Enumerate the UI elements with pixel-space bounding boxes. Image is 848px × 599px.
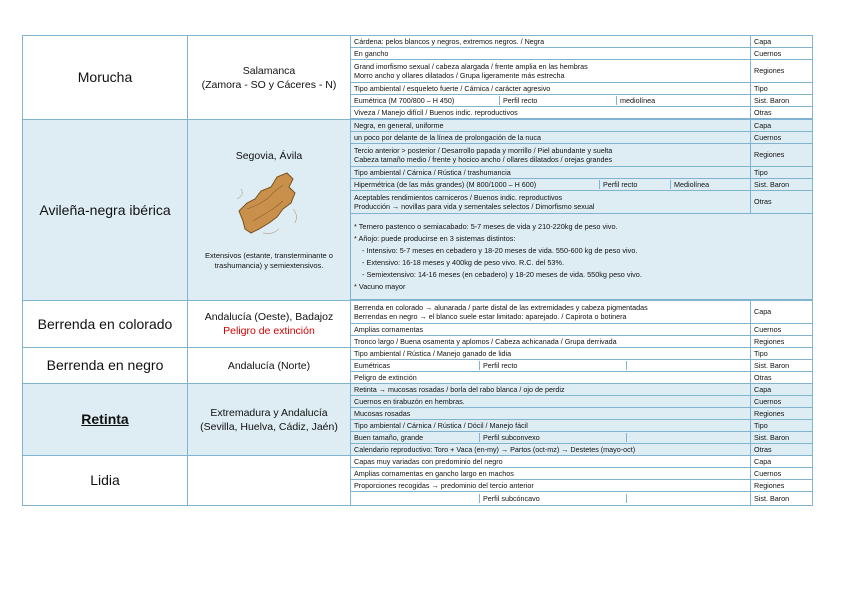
trait-subcell: Perfil recto <box>603 180 671 189</box>
trait-subcell: Eumétricas <box>354 361 480 370</box>
trait-subcell: Perfil recto <box>503 96 617 105</box>
region-line: (Zamora - SO y Cáceres - N) <box>201 78 337 91</box>
trait-cell: un poco por delante de la línea de prolongación de la nuca <box>351 132 751 144</box>
trait-line: Berrenda en colorado → alunarada / parte distal de las extremidades y cabeza pigmentadas <box>354 302 648 312</box>
category-label: Regiones <box>751 336 813 348</box>
table-row <box>23 120 813 132</box>
trait-cell: Tipo ambiental / Cárnica / Rústica / trashumancia <box>351 167 751 179</box>
trait-cell: Amplias cornamentas <box>351 324 751 336</box>
breed-region-berrenda-colorado <box>188 301 351 348</box>
trait-subcell: Perfil subcóncavo <box>483 494 627 503</box>
category-label: Sist. Baron <box>751 179 813 191</box>
trait-line: Grand imorfismo sexual / cabeza alargada / frente amplia en las hembras <box>354 61 588 71</box>
breed-name-berrenda-colorado: Berrenda en colorado <box>23 301 188 348</box>
breed-name-text: Retinta <box>81 411 129 427</box>
trait-subcell: Eumétrica (M 700/800 – H 450) <box>354 96 500 105</box>
note-line: - Semiextensivo: 14-16 meses (en cebadero) y 18-20 meses de vida. 550kg peso vivo. <box>362 269 642 279</box>
table-row <box>23 36 813 48</box>
category-label: Cuernos <box>751 132 813 144</box>
trait-subcell: mediolínea <box>620 95 656 105</box>
trait-line: Aceptables rendimientos carniceros / Buenos indic. reproductivos <box>354 192 563 202</box>
breed-name-avilena: Avileña-negra ibérica <box>23 120 188 301</box>
trait-subcell: Perfil recto <box>483 361 627 370</box>
trait-cell <box>351 432 751 444</box>
category-label: Regiones <box>751 144 813 167</box>
category-label: Sist. Baron <box>751 360 813 372</box>
trait-cell: Calendario reproductivo: Toro + Vaca (en-my) → Partos (oct-mz) → Destetes (mayo-oct) <box>351 444 751 456</box>
trait-subcell: Hipermétrica (de las más grandes) (M 800/1000 – H 600) <box>354 180 600 189</box>
breed-name-retinta <box>23 384 188 456</box>
production-notes <box>351 214 813 300</box>
breed-region-avilena <box>188 120 351 301</box>
trait-cell <box>351 191 751 214</box>
category-label: Tipo <box>751 83 813 95</box>
category-label: Tipo <box>751 348 813 360</box>
trait-cell <box>351 179 751 191</box>
trait-cell: Cárdena: pelos blancos y negros, extremos negros. / Negra <box>351 36 751 48</box>
trait-line: Producción → novillas para vida y sementales selectos / Dimorfismo sexual <box>354 202 595 211</box>
trait-cell: Mucosas rosadas <box>351 408 751 420</box>
trait-cell: Cuernos en tirabuzón en hembras. <box>351 396 751 408</box>
breed-name-berrenda-negro: Berrenda en negro <box>23 348 188 384</box>
trait-cell: Tipo ambiental / Cárnica / Rústica / Dócil / Manejo fácil <box>351 420 751 432</box>
trait-subcell <box>630 494 633 503</box>
region-line: Segovia, Ávila <box>235 150 303 162</box>
breed-region-retinta <box>188 384 351 456</box>
category-label: Regiones <box>751 408 813 420</box>
trait-cell <box>351 301 751 324</box>
note-line: - Extensivo: 16-18 meses y 400kg de peso vivo. R.C. del 53%. <box>362 257 564 267</box>
trait-cell: Tronco largo / Buena osamenta y aplomos / Cabeza achicanada / Grupa derrivada <box>351 336 751 348</box>
category-label: Cuernos <box>751 48 813 60</box>
region-note: Extensivos (estante, transterminante o trashumancia) y semiextensivos. <box>205 251 333 270</box>
trait-cell: Viveza / Manejo difícil / Buenos indic. reproductivos <box>351 107 751 119</box>
region-map-image <box>191 163 347 251</box>
trait-cell: Negra, en general, uniforme <box>351 120 751 132</box>
breed-name-lidia: Lidia <box>23 456 188 506</box>
table-row <box>23 456 813 468</box>
trait-cell: Retinta → mucosas rosadas / borla del rabo blanca / ojo de perdiz <box>351 384 751 396</box>
note-line: * Vacuno mayor <box>354 281 406 291</box>
trait-cell: Amplias cornamentas en gancho largo en machos <box>351 468 751 480</box>
trait-cell <box>351 95 751 107</box>
region-line: Salamanca <box>242 64 296 77</box>
category-label: Cuernos <box>751 396 813 408</box>
trait-line: Tercio anterior > posterior / Desarrollo papada y morrillo / Piel abundante y suelta <box>354 145 613 155</box>
category-label: Capa <box>751 456 813 468</box>
table-row <box>23 348 813 360</box>
category-label: Cuernos <box>751 324 813 336</box>
breed-region-morucha <box>188 36 351 120</box>
category-label: Cuernos <box>751 468 813 480</box>
note-line: - Intensivo: 5-7 meses en cebadero y 18-20 meses de vida. 550-600 kg de peso vivo. <box>362 245 638 255</box>
category-label: Otras <box>751 191 813 214</box>
extinction-warning: Peligro de extinción <box>223 325 315 337</box>
trait-cell: Peligro de extinción <box>351 372 751 384</box>
trait-cell: En gancho <box>351 48 751 60</box>
trait-line: Cabeza tamaño medio / frente y hocico ancho / ollares dilatados / orejas grandes <box>354 155 613 164</box>
trait-cell: Tipo ambiental / esqueleto fuerte / Cárnica / carácter agresivo <box>351 83 751 95</box>
trait-subcell <box>354 494 480 503</box>
breed-name-morucha: Morucha <box>23 36 188 120</box>
trait-cell: Proporciones recogidas → predominio del tercio anterior <box>351 480 751 492</box>
note-line: * Ternero pastenco o semiacabado: 5-7 meses de vida y 210-220kg de peso vivo. <box>354 221 618 231</box>
breed-table <box>22 35 813 506</box>
category-label: Tipo <box>751 420 813 432</box>
category-label: Otras <box>751 372 813 384</box>
category-label: Capa <box>751 384 813 396</box>
category-label: Sist. Baron <box>751 492 813 506</box>
category-label: Capa <box>751 36 813 48</box>
trait-cell <box>351 144 751 167</box>
category-label: Capa <box>751 120 813 132</box>
trait-line: Berrendas en negro → el blanco suele estar limitado: aparejado. / Capirota o botinera <box>354 312 627 321</box>
trait-subcell: Perfil subconvexo <box>483 433 627 442</box>
category-label: Sist. Baron <box>751 432 813 444</box>
trait-subcell: Buen tamaño, grande <box>354 433 480 442</box>
region-line: Extremadura y Andalucía <box>210 406 328 419</box>
breed-region-lidia <box>188 456 351 506</box>
trait-line: Morro ancho y ollares dilatados / Grupa ligeramente más estrecha <box>354 71 565 80</box>
table-row <box>23 301 813 324</box>
trait-cell: Tipo ambiental / Rústica / Manejo ganado de lidia <box>351 348 751 360</box>
trait-cell <box>351 492 751 506</box>
category-label: Tipo <box>751 167 813 179</box>
trait-subcell: Mediolínea <box>674 179 710 189</box>
region-line: (Sevilla, Huelva, Cádiz, Jaén) <box>200 420 338 433</box>
region-line: Andalucía (Oeste), Badajoz <box>204 311 334 323</box>
category-label: Regiones <box>751 480 813 492</box>
category-label: Otras <box>751 107 813 119</box>
trait-cell: Capas muy variadas con predominio del negro <box>351 456 751 468</box>
trait-subcell <box>630 433 633 442</box>
trait-subcell <box>630 361 633 370</box>
table-row <box>23 384 813 396</box>
category-label: Otras <box>751 444 813 456</box>
breed-region-berrenda-negro: Andalucía (Norte) <box>188 348 351 384</box>
trait-cell <box>351 60 751 83</box>
trait-cell <box>351 360 751 372</box>
category-label: Regiones <box>751 60 813 83</box>
note-line: * Añojo: puede producirse en 3 sistemas distintos: <box>354 233 516 243</box>
category-label: Sist. Baron <box>751 95 813 107</box>
category-label: Capa <box>751 301 813 324</box>
